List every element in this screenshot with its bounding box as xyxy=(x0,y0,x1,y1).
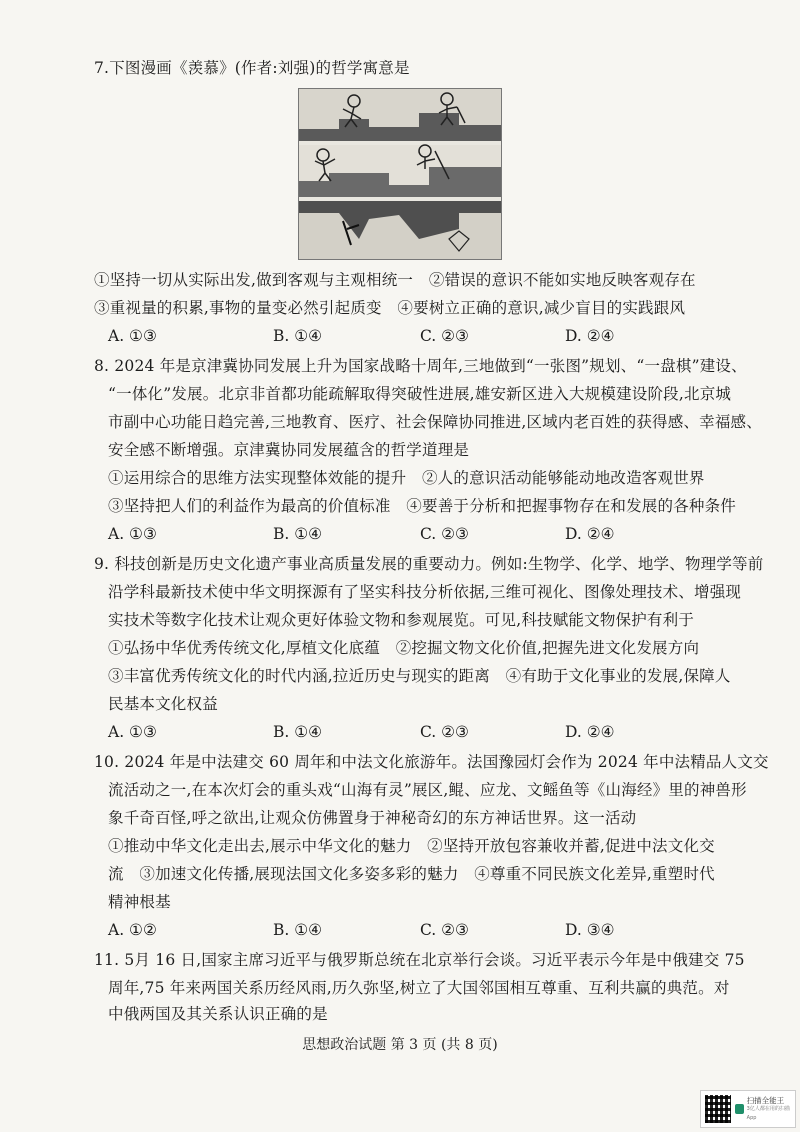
q9-option-a[interactable]: A. ①③ xyxy=(108,723,157,741)
q8-statements-1: ①运用综合的思维方法实现整体效能的提升 ②人的意识活动能够能动地改造客观世界 xyxy=(108,469,705,487)
q8-options xyxy=(108,524,708,544)
q9-line-1: 9. 科技创新是历史文化遗产事业高质量发展的重要动力。例如:生物学、化学、地学、物理学等前 xyxy=(94,555,764,573)
q8-option-a[interactable]: A. ①③ xyxy=(108,525,157,543)
q9-statements-1: ①弘扬中华优秀传统文化,厚植文化底蕴 ②挖掘文物文化价值,把握先进文化发展方向 xyxy=(108,639,700,657)
q9-option-c[interactable]: C. ②③ xyxy=(420,723,469,741)
qr-code-icon xyxy=(705,1095,731,1123)
q7-stem: 7.下图漫画《羡慕》(作者:刘强)的哲学寓意是 xyxy=(94,59,410,77)
q7-option-d[interactable]: D. ②④ xyxy=(565,327,615,345)
q10-line-2: 流活动之一,在本次灯会的重头戏“山海有灵”展区,鲲、应龙、文鳐鱼等《山海经》里的神兽形 xyxy=(108,781,747,799)
q10-statements-3: 精神根基 xyxy=(108,893,171,911)
q7-statements-2: ③重视量的积累,事物的量变必然引起质变 ④要树立正确的意识,减少盲目的实践跟风 xyxy=(94,299,686,317)
q9-statements-3: 民基本文化权益 xyxy=(108,695,218,713)
q8-option-b[interactable]: B. ①④ xyxy=(273,525,323,543)
scanner-watermark xyxy=(700,1090,796,1128)
cartoon-image xyxy=(298,88,502,260)
camscanner-logo-icon xyxy=(735,1104,744,1114)
q9-options xyxy=(108,722,708,742)
q10-option-a[interactable]: A. ①② xyxy=(108,921,157,939)
q10-line-3: 象千奇百怪,呼之欲出,让观众仿佛置身于神秘奇幻的东方神话世界。这一活动 xyxy=(108,809,637,827)
cartoon-illustration xyxy=(299,89,501,259)
q10-options xyxy=(108,920,708,940)
q10-statements-1: ①推动中华文化走出去,展示中华文化的魅力 ②坚持开放包容兼收并蓄,促进中法文化交 xyxy=(108,837,715,855)
q10-line-1: 10. 2024 年是中法建交 60 周年和中法文化旅游年。法国豫园灯会作为 2024 年中法精品人文交 xyxy=(94,753,769,771)
q7-option-a[interactable]: A. ①③ xyxy=(108,327,157,345)
q7-option-b[interactable]: B. ①④ xyxy=(273,327,323,345)
page-footer: 思想政治试题 第 3 页 (共 8 页) xyxy=(302,1037,498,1053)
q7-statements-1: ①坚持一切从实际出发,做到客观与主观相统一 ②错误的意识不能如实地反映客观存在 xyxy=(94,271,696,289)
q8-statements-2: ③坚持把人们的利益作为最高的价值标准 ④要善于分析和把握事物存在和发展的各种条件 xyxy=(108,497,737,515)
q8-line-1: 8. 2024 年是京津冀协同发展上升为国家战略十周年,三地做到“一张图”规划、“一盘棋”建设、 xyxy=(94,357,747,375)
q10-option-c[interactable]: C. ②③ xyxy=(420,921,469,939)
q10-option-b[interactable]: B. ①④ xyxy=(273,921,323,939)
q11-line-2: 周年,75 年来两国关系历经风雨,历久弥坚,树立了大国邻国相互尊重、互利共赢的典范。对 xyxy=(108,979,730,997)
q8-option-d[interactable]: D. ②④ xyxy=(565,525,615,543)
q8-line-3: 市副中心功能日趋完善,三地教育、医疗、社会保障协同推进,区域内老百姓的获得感、幸福感、 xyxy=(108,413,762,431)
scanner-title: 扫描全能王 xyxy=(746,1095,785,1105)
q9-line-2: 沿学科最新技术使中华文明探源有了坚实科技分析依据,三维可视化、图像处理技术、增强现 xyxy=(108,583,742,601)
q8-line-2: “一体化”发展。北京非首都功能疏解取得突破性进展,雄安新区进入大规模建设阶段,北京城 xyxy=(108,385,732,403)
q8-line-4: 安全感不断增强。京津冀协同发展蕴含的哲学道理是 xyxy=(108,441,470,459)
q10-option-d[interactable]: D. ③④ xyxy=(565,921,615,939)
scanner-subtitle: 3亿人都在用的扫描App xyxy=(746,1105,790,1121)
q10-statements-2: 流 ③加速文化传播,展现法国文化多姿多彩的魅力 ④尊重不同民族文化差异,重塑时代 xyxy=(108,865,715,883)
q8-option-c[interactable]: C. ②③ xyxy=(420,525,469,543)
q11-line-3: 中俄两国及其关系认识正确的是 xyxy=(108,1005,328,1023)
q7-option-c[interactable]: C. ②③ xyxy=(420,327,469,345)
q9-option-b[interactable]: B. ①④ xyxy=(273,723,323,741)
q9-statements-2: ③丰富优秀传统文化的时代内涵,拉近历史与现实的距离 ④有助于文化事业的发展,保障人 xyxy=(108,667,731,685)
q11-line-1: 11. 5月 16 日,国家主席习近平与俄罗斯总统在北京举行会谈。习近平表示今年是中俄建交 75 xyxy=(94,951,745,969)
q7-options xyxy=(108,326,708,346)
q9-line-3: 实技术等数字化技术让观众更好体验文物和参观展览。可见,科技赋能文物保护有利于 xyxy=(108,611,695,629)
q9-option-d[interactable]: D. ②④ xyxy=(565,723,615,741)
